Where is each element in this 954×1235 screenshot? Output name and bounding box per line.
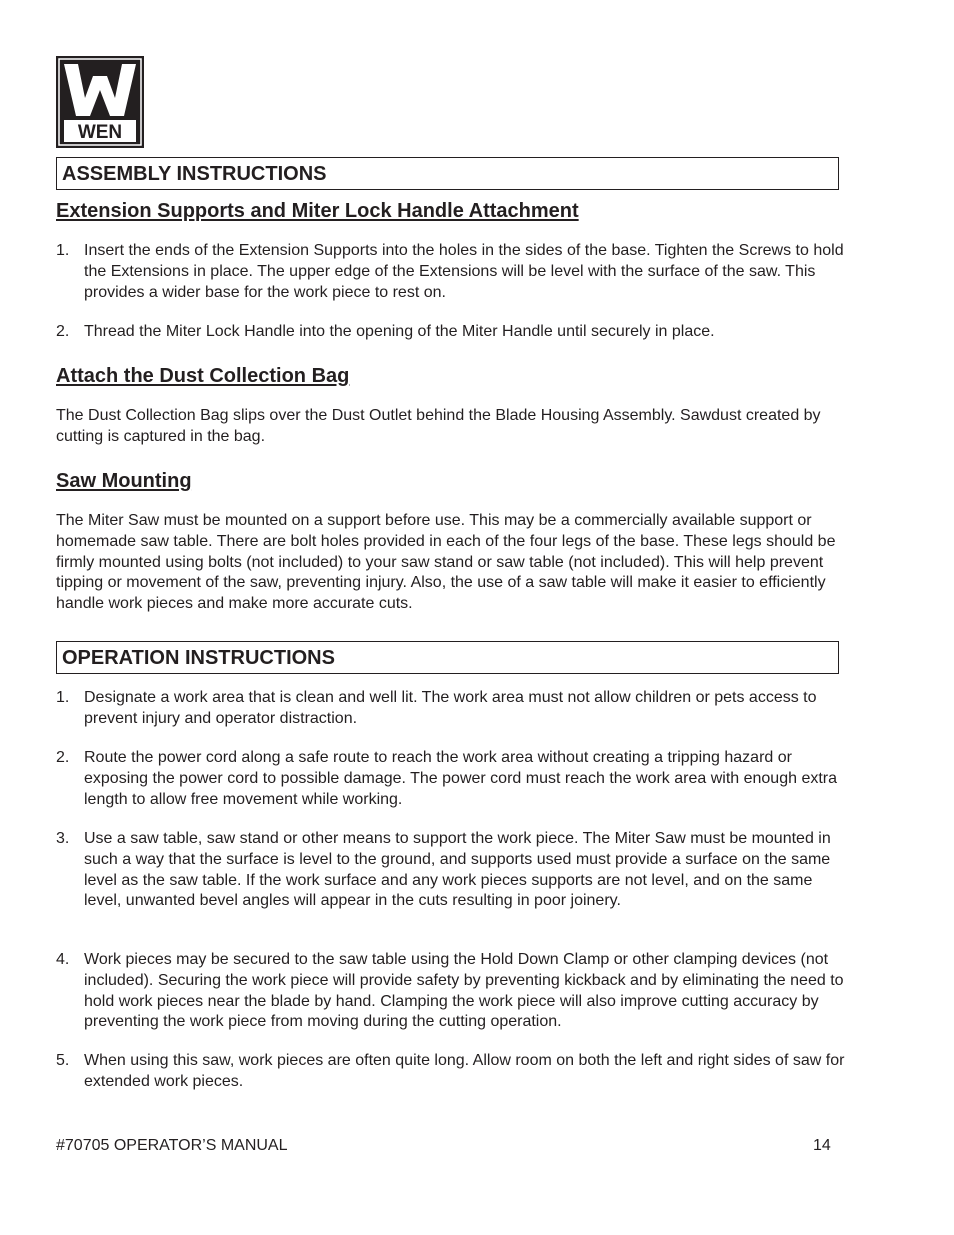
- list-text: Designate a work area that is clean and well lit. The work area must not allow children or pets access to prevent injury and operator distraction.: [84, 689, 817, 727]
- list-text: Use a saw table, saw stand or other means to support the work piece. The Miter Saw must be mounted in such a way that the surface is level to the ground, and supports used must provide a surface on the same level as the saw table. If the work surface and any work pieces supports are not level, and on the same level, unwanted bevel angles will appear in the cuts resulting in poor joinery.: [84, 830, 831, 910]
- assembly-section-header: [56, 157, 839, 190]
- list-number: 1.: [56, 689, 70, 706]
- list-text: Insert the ends of the Extension Supports into the holes in the sides of the base. Tighten the Screws to hold the Extensions in place. The upper edge of the Extensions will be level with the surface of the saw. This provides a wider base for the work piece to rest on.: [84, 242, 844, 301]
- assembly-heading: ASSEMBLY INSTRUCTIONS: [62, 163, 327, 185]
- saw-mounting-paragraph: The Miter Saw must be mounted on a support before use. This may be a commercially available support or homemade saw table. There are bolt holes provided in each of the four legs of the base. These legs should be firmly mounted using bolts (not included) to your saw stand or saw table (not included). This will help prevent tipping or movement of the saw, preventing injury. Also, the use of a saw table will make it easier to efficiently handle work pieces and make more accurate cuts.: [56, 512, 836, 613]
- list-number: 2.: [56, 749, 70, 766]
- wen-logo-graphic: [56, 56, 144, 148]
- list-text: Work pieces may be secured to the saw table using the Hold Down Clamp or other clamping devices (not included). Securing the work piece will provide safety by preventing kickback and by eliminating the need to hold work pieces near the blade by hand. Clamping the work piece will also improve cutting accuracy by preventing the work piece from moving during the cutting operation.: [84, 951, 844, 1031]
- wen-logo: [56, 56, 144, 148]
- operation-section-header: [56, 641, 839, 674]
- list-text: Route the power cord along a safe route to reach the work area without creating a tripping hazard or exposing the power cord to possible damage. The power cord must reach the work area with enough extra length to allow free movement while working.: [84, 749, 838, 808]
- dust-bag-subheading: Attach the Dust Collection Bag: [56, 365, 350, 387]
- operation-heading: OPERATION INSTRUCTIONS: [62, 647, 335, 669]
- list-number: 1.: [56, 242, 70, 259]
- list-text: Thread the Miter Lock Handle into the opening of the Miter Handle until securely in place.: [84, 323, 715, 340]
- list-number: 3.: [56, 830, 70, 847]
- saw-mounting-subheading: Saw Mounting: [56, 470, 192, 492]
- page-number: 14: [813, 1137, 831, 1154]
- list-number: 2.: [56, 323, 70, 340]
- list-number: 4.: [56, 951, 70, 968]
- extension-supports-subheading: Extension Supports and Miter Lock Handle Attachment: [56, 200, 579, 222]
- manual-title-footer: #70705 OPERATOR’S MANUAL: [56, 1137, 288, 1154]
- dust-bag-paragraph: The Dust Collection Bag slips over the Dust Outlet behind the Blade Housing Assembly. Sawdust created by cutting is captured in the bag.: [56, 407, 821, 445]
- list-number: 5.: [56, 1052, 70, 1069]
- logo-wordmark: WEN: [77, 122, 123, 143]
- list-text: When using this saw, work pieces are often quite long. Allow room on both the left and right sides of saw for extended work pieces.: [84, 1052, 845, 1090]
